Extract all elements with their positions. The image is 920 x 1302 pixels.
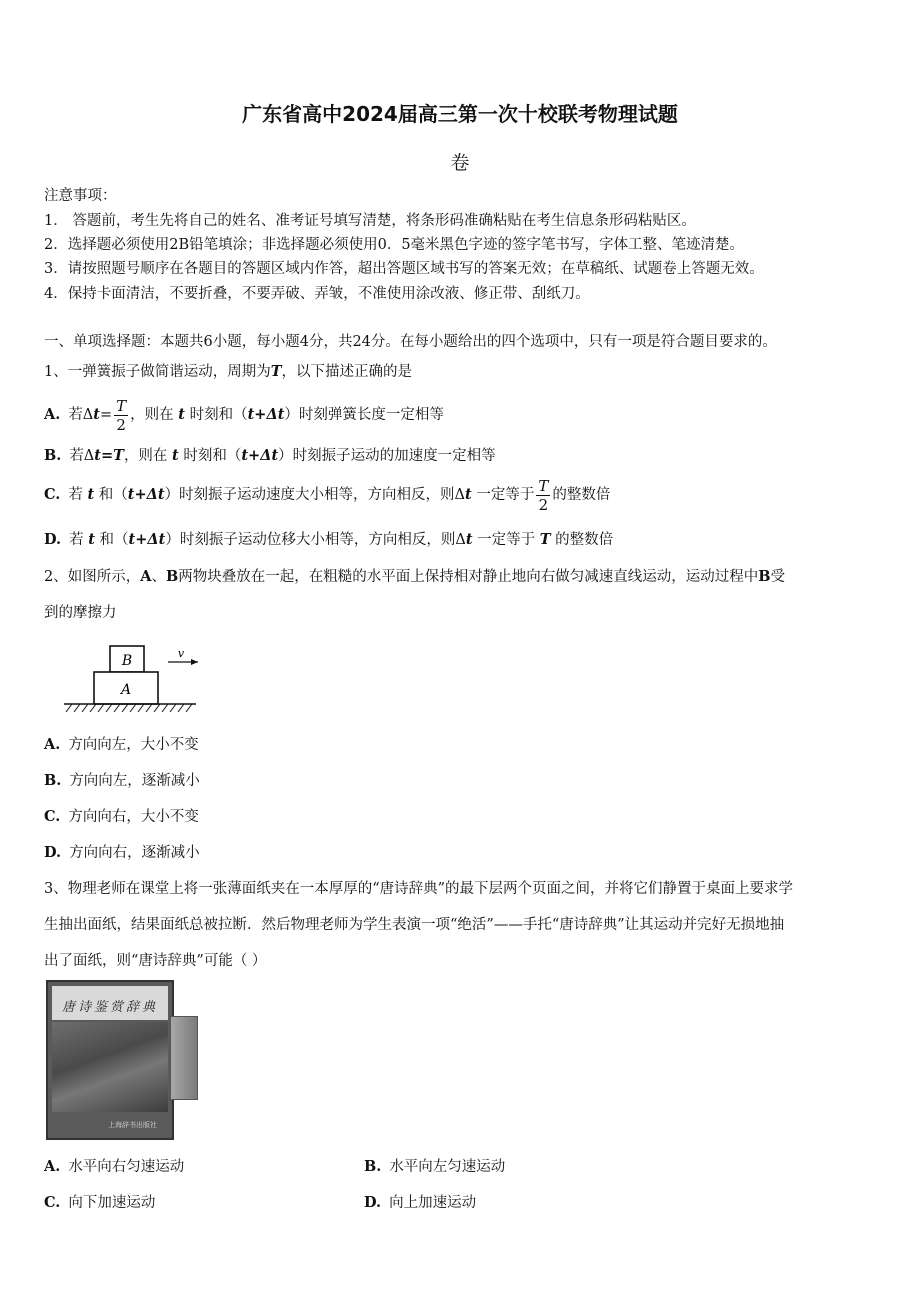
option-text: 若 [68,487,83,503]
option-text: 和（ [98,487,128,503]
option-text: ）时刻振子运动的加速度一定相等 [278,448,496,464]
section-heading: 一、单项选择题：本题共6小题，每小题4分，共24分。在每小题给出的四个选项中，只有一项是符合题目要求的。 [44,334,777,350]
var-t-plus-dt: t+Δt [241,447,279,464]
var-t: t [465,531,473,548]
q1-option-d [44,530,613,550]
var-t-eq-T: t=T [94,447,124,464]
option-label: C. [44,1194,61,1211]
q1-stem-text-end: ，以下描述正确的是 [281,364,413,380]
q3-stem-line3: 出了面纸，则“唐诗辞典”可能（ ） [44,953,267,969]
q2-option-b [44,771,200,791]
block-a-ref: A [140,568,152,585]
block-b-ref: B [758,568,771,585]
option-text: 向下加速运动 [68,1195,156,1211]
option-text: 水平向左匀速运动 [389,1159,506,1175]
option-text: 水平向右匀速运动 [68,1159,185,1175]
blocks-diagram [60,640,210,720]
block-a-label: A [120,682,132,698]
ground-hatching [66,704,192,712]
option-label: B. [44,772,62,789]
notes-heading: 注意事项： [44,188,117,204]
q2-stem-line2: 到的摩擦力 [44,605,117,621]
note-item-2: 2．选择题必须使用2B铅笔填涂；非选择题必须使用0．5毫米黑色字迹的签字笔书写，字体工整、笔迹清楚。 [44,237,745,253]
q2-text: 2、如图所示， [44,569,141,585]
var-t: t [465,486,472,503]
option-text: 若 [69,532,84,548]
option-text: 方向向左，大小不变 [68,737,199,753]
option-text: ，则在 [123,448,168,464]
option-label: D. [44,844,62,861]
option-text: 一定等于 [477,532,536,548]
q2-text: 受 [770,569,786,585]
option-text: 的整数倍 [552,487,611,503]
var-t: t [87,486,95,503]
var-t: t [172,447,179,464]
q3-option-a [44,1157,184,1177]
option-text: 方向向左，逐渐减小 [69,773,200,789]
q3-option-c [44,1193,155,1213]
option-text: ，则在 [130,407,174,423]
q3-stem-line2: 生抽出面纸，结果面纸总被拉断．然后物理老师为学生表演一项“绝活”——手托“唐诗辞典”让其运动并完好无损地抽 [44,917,785,933]
q1-option-a [44,396,444,434]
page-title: 广东省高中2024届高三第一次十校联考物理试题 [242,102,678,126]
fraction-denominator: 2 [116,415,126,434]
book-title: 唐诗鉴赏辞典 [61,1000,158,1015]
period-symbol: T [539,531,551,548]
q2-text: 两物块叠放在一起，在粗糙的水平面上保持相对静止地向右做匀减速直线运动，运动过程中 [178,569,759,585]
velocity-label: v [177,647,185,660]
page-subtitle: 卷 [450,152,470,174]
book-publisher: 上海辞书出版社 [108,1121,157,1129]
option-text: 若Δ [68,407,94,423]
option-label: B. [44,447,62,464]
q1-stem-text: 1、一弹簧振子做简谐运动，周期为 [44,364,271,380]
q3-option-d [364,1193,476,1213]
tissue-sheet-image [170,1016,198,1100]
option-label: D. [364,1194,382,1211]
option-text: 向上加速运动 [389,1195,477,1211]
option-label: A. [44,736,61,753]
note-item-4: 4．保持卡面清洁，不要折叠，不要弄破、弄皱，不准使用涂改液、修正带、刮纸刀。 [44,286,590,302]
q2-option-c [44,807,199,827]
fraction-numerator: T [538,476,549,495]
option-text: 时刻和（ [189,407,248,423]
book-cover-illustration [52,1022,168,1112]
option-text: 的整数倍 [555,532,614,548]
option-text: 若Δ [69,448,95,464]
q3-option-b [364,1157,505,1177]
note-item-3: 3．请按照题号顺序在各题目的答题区域内作答，超出答题区域书写的答案无效；在草稿纸、试题卷上答题无效。 [44,261,764,277]
option-label: C. [44,486,61,503]
fraction-t-over-2 [536,477,550,514]
q3-stem-line1: 3、物理老师在课堂上将一张薄面纸夹在一本厚厚的“唐诗辞典”的最下层两个页面之间，并将它们静置于桌面上要求学 [44,881,794,897]
option-label: A. [44,406,61,423]
option-label: D. [44,531,62,548]
q2-option-d [44,843,200,863]
var-t: t [178,406,185,423]
option-text: ）时刻振子运动位移大小相等，方向相反，则Δ [165,532,466,548]
q2-option-a [44,735,199,755]
q1-option-c [44,476,610,514]
var-t-plus-dt: t+Δt [128,531,166,548]
q2-stem-line1 [44,567,785,587]
note-item-1: 1． 答题前，考生先将自己的姓名、准考证号填写清楚，将条形码准确粘贴在考生信息条形码粘贴区。 [44,213,696,229]
q1-option-b [44,446,496,466]
book-cover-band [52,986,168,1020]
var-t-plus-dt: t+Δt [247,406,285,423]
fraction-numerator: T [116,396,127,415]
var-t: t [93,406,100,423]
q1-stem [44,362,412,382]
option-text: 方向向右，逐渐减小 [69,845,200,861]
fraction-denominator: 2 [538,495,549,514]
equals-sign: = [100,407,113,423]
option-text: 一定等于 [476,487,535,503]
velocity-arrow-head [191,659,198,665]
option-text: 和（ [99,532,129,548]
block-b-label: B [121,653,133,669]
q2-text: 、 [151,569,166,585]
block-b-ref: B [166,568,179,585]
var-t: t [88,531,95,548]
option-text: ）时刻弹簧长度一定相等 [284,407,444,423]
option-label: B. [364,1158,382,1175]
period-symbol: T [270,363,282,380]
option-label: A. [44,1158,61,1175]
var-t-plus-dt: t+Δt [127,486,165,503]
option-text: ）时刻振子运动速度大小相等，方向相反，则Δ [164,487,466,503]
fraction-t-over-2 [114,397,128,434]
dictionary-book-image [46,980,174,1140]
option-text: 时刻和（ [183,448,242,464]
option-label: C. [44,808,61,825]
option-text: 方向向右，大小不变 [68,809,199,825]
